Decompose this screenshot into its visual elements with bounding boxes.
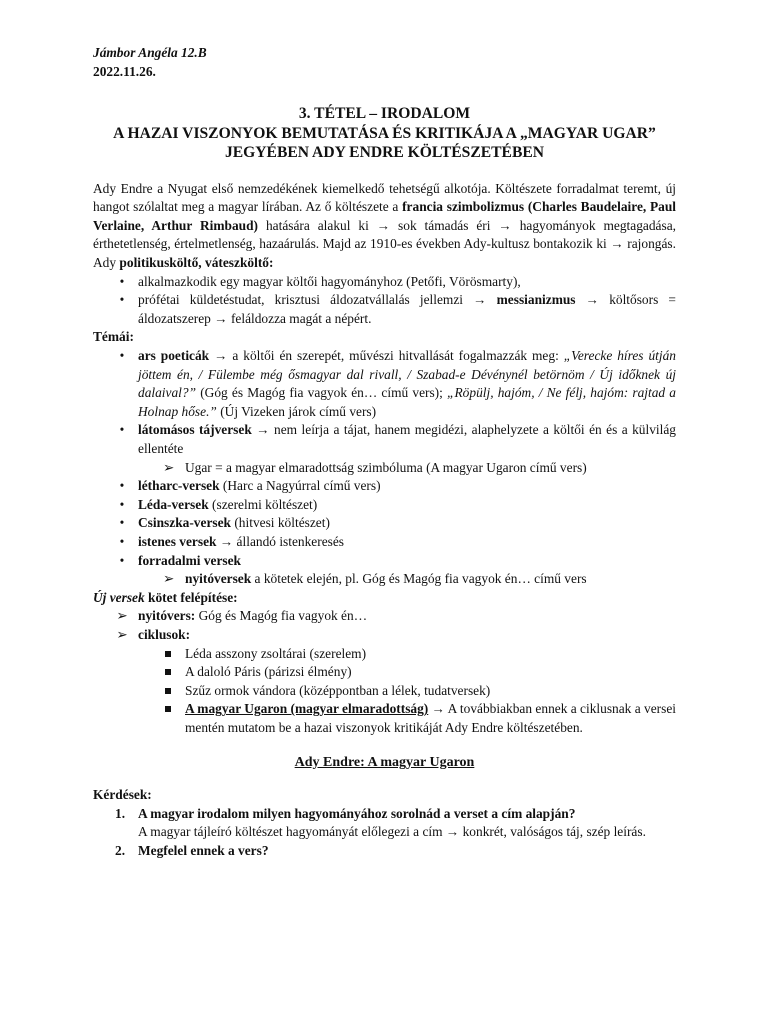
list-item-bold: messianizmus [496, 292, 576, 308]
intro-text-2: hatására alakul ki → sok támadás éri → hagyományok megtagadása, érthetetlenség, értelmetlenség, hazaárulás. Majd az 1910-es években Ady-kultusz bontakozik ki → rajongás. Ady [93, 217, 676, 271]
square-bullet-icon [165, 651, 171, 657]
arrowhead-bullet-icon: ➢ [116, 608, 128, 624]
document-page [93, 44, 676, 860]
list-item-text: prófétai küldetéstudat, krisztusi áldozatvállalás jellemzi → [138, 292, 497, 308]
temai-label: Témái: [93, 329, 134, 345]
list-item [93, 421, 676, 458]
list-item-bold: ars poeticák [138, 348, 210, 364]
title-line-1: 3. TÉTEL – IRODALOM [298, 105, 471, 123]
list-item-text: a kötetek elején, pl. Góg és Magóg fia vagyok én… című vers [251, 571, 587, 587]
intro-paragraph [93, 180, 676, 273]
kotet-label [93, 589, 676, 608]
kerdesek-label: Kérdések: [93, 787, 152, 803]
sub-list-item [93, 663, 676, 682]
author-line: Jámbor Angéla 12.B [93, 45, 207, 60]
square-bullet-icon [165, 688, 171, 694]
list-item [93, 607, 676, 626]
quote: „Verecke híres útján jöttem én, / Fülembe még ősmagyar dal rivall, / Szabad-e Dévénynél betörnöm / Új időknek új dalaival?” [138, 348, 676, 401]
document-title [93, 104, 676, 163]
question-item [93, 805, 676, 824]
list-item-text: (hitvesi költészet) [231, 515, 330, 531]
list-item-text: → nem leírja a tájat, hanem megidézi, alaphelyzete a költői én és a külvilág ellentéte [138, 422, 677, 456]
bullet-dot-icon: • [119, 515, 125, 531]
list-item [93, 496, 676, 515]
bullet-dot-icon: • [119, 422, 125, 438]
list-item [93, 477, 676, 496]
sub-list-item [93, 645, 676, 664]
title-line-2: A HAZAI VISZONYOK BEMUTATÁSA ÉS KRITIKÁJA A „MAGYAR UGAR” JEGYÉBEN ADY ENDRE KÖLTÉSZETÉBEN [113, 124, 656, 162]
list-item [93, 291, 676, 328]
list-item-bold: ciklusok: [138, 626, 191, 642]
list-item-text: Ugar = a magyar elmaradottság szimbóluma (A magyar Ugaron című vers) [185, 459, 587, 475]
bullet-dot-icon: • [119, 348, 125, 364]
question-text: Megfelel ennek a vers? [138, 842, 269, 858]
list-item-text: A daloló Páris (párizsi élmény) [185, 664, 352, 680]
list-item [93, 514, 676, 533]
answer-text: A magyar tájleíró költészet hagyományát előlegezi a cím → konkrét, valóságos táj, szép leírás. [138, 824, 646, 840]
list-item-text: (Harc a Nagyúrral című vers) [219, 478, 381, 494]
list-item-text: → állandó istenkeresés [216, 533, 345, 549]
sub-list-item [93, 459, 676, 478]
arrowhead-bullet-icon: ➢ [116, 626, 128, 642]
question-item [93, 842, 676, 861]
list-item [93, 347, 676, 421]
sub-list-item [93, 682, 676, 701]
kotet-label-italic: Új versek [93, 589, 145, 605]
square-bullet-icon [165, 706, 171, 712]
bullet-dot-icon: • [119, 273, 125, 289]
list-item-bold: A magyar Ugaron (magyar elmaradottság) [185, 701, 429, 717]
intro-bold-1: francia szimbolizmus (Charles Baudelaire, Paul Verlaine, Arthur Rimbaud) [93, 199, 677, 233]
square-bullet-icon [165, 669, 171, 675]
sub-list-item [93, 570, 676, 589]
list-item-text: → költősors = áldozatszerep → feláldozza magát a népért. [138, 292, 676, 326]
list-item-text: alkalmazkodik egy magyar költői hagyományhoz (Petőfi, Vörösmarty), [138, 273, 521, 289]
bullet-dot-icon: • [119, 292, 125, 308]
quote: „Röpülj, hajóm, / Ne félj, hajóm: rajtad a Holnap hőse.” [138, 385, 676, 419]
arrowhead-bullet-icon: ➢ [163, 459, 175, 475]
list-item-bold: Léda-versek [138, 496, 209, 512]
list-item-bold: nyitóvers: [138, 608, 196, 624]
list-item [93, 273, 676, 292]
intro-bold-2: politikusköltő, váteszköltő: [119, 255, 274, 271]
kotet-label-rest: kötet felépítése: [144, 589, 238, 605]
list-item-text: (szerelmi költészet) [208, 496, 318, 512]
list-item-text: Léda asszony zsoltárai (szerelem) [185, 645, 367, 661]
bullet-dot-icon: • [119, 552, 125, 568]
list-item-bold: nyitóversek [185, 571, 252, 587]
list-item-text: → a költői én szerepét, művészi hitvallását fogalmazzák meg: [209, 348, 564, 364]
list-item-bold: Csinszka-versek [138, 515, 231, 531]
list-item-text: Góg és Magóg fia vagyok én… [195, 608, 368, 624]
list-item [93, 533, 676, 552]
list-item-text: Szűz ormok vándora (középpontban a lélek, tudatversek) [185, 682, 491, 698]
list-item-bold: létharc-versek [138, 478, 220, 494]
list-item-text: (Új Vizeken járok című vers) [216, 403, 377, 419]
list-item [93, 552, 676, 571]
list-item-text: → A továbbiakban ennek a ciklusnak a versei mentén mutatom be a hazai viszonyok kritikáját Ady Endre költészetében. [185, 701, 677, 735]
list-item-text: (Góg és Magóg fia vagyok én… című vers); [196, 385, 448, 401]
list-item [93, 626, 676, 645]
question-text: A magyar irodalom milyen hagyományához sorolnád a verset a cím alapján? [138, 805, 576, 821]
arrowhead-bullet-icon: ➢ [163, 571, 175, 587]
list-item-bold: látomásos tájversek [138, 422, 252, 438]
list-item-bold: istenes versek [138, 533, 217, 549]
question-number: 1. [115, 805, 126, 821]
bullet-dot-icon: • [119, 478, 125, 494]
intro-text-1: Ady Endre a Nyugat első nemzedékének kiemelkedő tehetségű alkotója. Költészete forradalmat teremt, új hangot szólaltat meg a magyar lírában. Az ő költészete a [93, 180, 676, 215]
sub-list-item [93, 700, 676, 737]
question-number: 2. [115, 842, 126, 858]
date-line: 2022.11.26. [93, 63, 156, 79]
list-item-bold: forradalmi versek [138, 552, 242, 568]
bullet-dot-icon: • [119, 496, 125, 512]
section-heading: Ady Endre: A magyar Ugaron [294, 754, 475, 770]
bullet-dot-icon: • [119, 533, 125, 549]
